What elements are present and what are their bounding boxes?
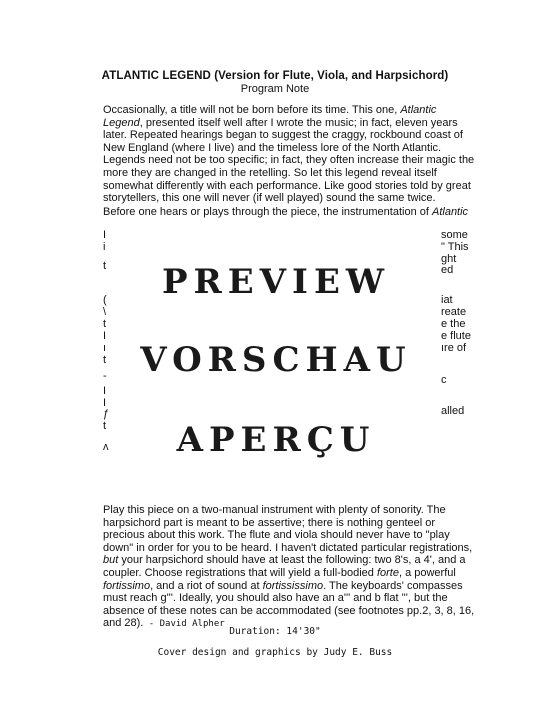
paragraph-2 [103,206,475,219]
fragment-text: e the [441,318,466,330]
paragraph-3-italic-a: but [103,554,119,567]
fragment-text: some [441,229,468,241]
watermark-apercu: APERÇU [176,420,376,460]
paragraph-3-text-b: your harpsichord should have at least the following: two 8's, a 4', and a coupler. Choose registrations that will yield a full-bodied [103,554,466,579]
fragment-text: reate [441,306,467,318]
fragment-text: ı [103,342,107,354]
fragment-text: I [103,229,107,241]
paragraph-3-text-e: . The keyboards' compasses must reach g'''. Ideally, you should also have an a''' and b flat ''', but the absence of these notes can be accommodated (see footnotes pp.2, 3, 8, 16, and 28). [103,579,475,630]
paragraph-3-text-a: Play this piece on a two-manual instrument with plenty of sonority. The harpsichord part is meant to be assertive; there is nothing genteel or precious about this work. The flute and viola should never have to "play down" in order for you to be heard. I haven't dictated particular registrations, [103,504,473,554]
fragment-text: t [103,354,107,366]
author-signature: - David Alpher [143,619,225,630]
fragment-text: - [103,370,107,382]
fragment-text: ƒ [103,408,110,420]
paragraph-3-text-d: , and a riot of sound at [150,579,263,592]
duration-label: Duration: 14'30" [229,626,321,637]
fragment-text: I [103,385,107,397]
paragraph-1-italic-title: Atlantic Legend [103,104,437,129]
fragment-text: alled [441,405,465,417]
fragment-text: ʌ [103,441,109,453]
paragraph-3-italic-b: forte [376,566,399,579]
paragraph-1 [103,104,475,205]
program-note-subtitle: Program Note [240,83,310,95]
fragment-text: e flute [441,330,471,342]
watermark-preview: PREVIEW [161,262,391,302]
fragment-text: t [103,420,107,432]
fragment-text: I [103,397,107,409]
cover-credit: Cover design and graphics by Judy E. Buss [157,647,393,658]
fragment-text: ıre of [441,342,467,354]
fragment-text: c [441,374,447,386]
fragment-text: I [103,330,107,342]
program-note-title: ATLANTIC LEGEND (Version for Flute, Viola, and Harpsichord) [101,70,449,82]
fragment-text: ed [441,264,454,276]
fragment-text: i [103,241,106,253]
fragment-text: iat [441,294,453,306]
paragraph-3-text-c: , a powerful [398,566,456,579]
paragraph-3-italic-d: fortississimo [262,579,324,592]
paragraph-3 [103,504,475,631]
paragraph-1-text-a: Occasionally, a title will not be born before its time. This one, [103,104,401,116]
fragment-text: t [103,260,107,272]
fragment-text: t [103,318,107,330]
paragraph-2-text-a: Before one hears or plays through the piece, the instrumentation of [103,206,432,218]
watermark-vorschau: VORSCHAU [140,340,412,380]
paragraph-3-italic-c: fortissimo [103,579,151,592]
fragment-text: ( [103,294,107,306]
fragment-text: \ [103,306,107,318]
paragraph-2-italic: Atlantic [431,206,469,218]
paragraph-1-text-b: , presented itself well after I wrote the music; in fact, eleven years later. Repeated hearings began to suggest the craggy, rockbound coast of New England (where I live) and the timeless lore of the North Atlantic. Legends need not be too specific; in fact, they often increase their magic the more they are changed in the retelling. So let this legend reveal itself somewhat differently with each performance. Like good stories told by great storytellers, this one will never (if well played) sound the same twice. [103,116,475,205]
fragment-text: " This [441,241,469,253]
fragment-text: ght [441,253,457,265]
